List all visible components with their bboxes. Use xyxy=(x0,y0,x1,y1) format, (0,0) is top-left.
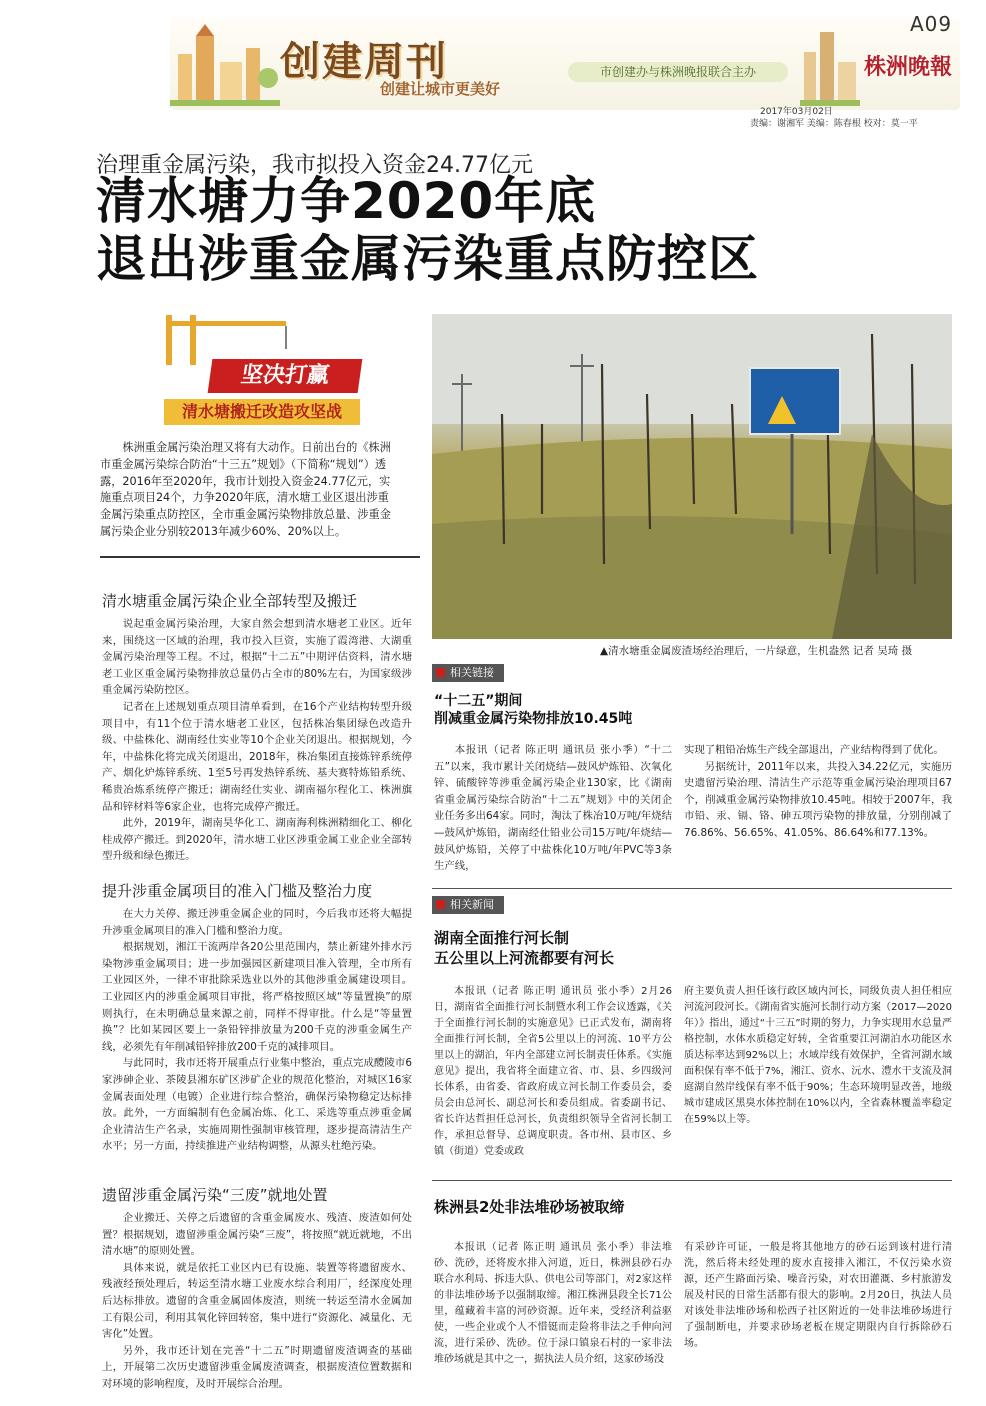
section-title-3: 遗留涉重金属污染“三废”就地处置 xyxy=(102,1186,328,1204)
news2-col-2: 有采砂许可证，一般是将其他地方的砂石运到该村进行清洗，然后将未经处理的废水直接排入湘江，不仅污染水资源，还产生路面污染、噪音污染，对农田灌溉、乡村旅游发展及村民的日常生活都有很大的影响。2月20日，执法人员对该处非法堆砂场和松西子社区附近的一处非法堆砂场进行了强制断电，并要求砂场老板在规定期限内自行拆除砂石场。 xyxy=(684,1242,952,1349)
page-number: A09 xyxy=(910,12,953,36)
co-host-ribbon: 市创建办与株洲晚报联合主办 xyxy=(568,62,788,82)
column-title: 创建周刊 xyxy=(280,39,448,85)
news-photo-green-field xyxy=(432,314,952,639)
section-2-paragraph: 与此同时，我市还将开展重点行业集中整治，重点完成醴陵市6家涉砷企业、茶陵县湘东矿区涉矿企业的规范化整治，对城区16家金属表面处理（电镀）企业进行综合整治，确保污染物稳定达标排放。此外，一方面编制有色金属冶炼、化工、采选等重点涉重金属企业清洁生产名录，实施周期性强制审核管理，逐步提高清洁生产水平；另一方面，持续推进产业结构调整，从源头杜绝污染。 xyxy=(102,1057,412,1153)
related-news-headline xyxy=(434,928,614,968)
related-link-headline xyxy=(434,692,632,728)
section-title-1: 清水塘重金属污染企业全部转型及搬迁 xyxy=(102,592,358,610)
section-3-paragraph: 另外，我市还计划在完善“十二五”时期遗留废渣调查的基础上，开展第二次历史遗留涉重金属废渣调查，根据废渣位置数据和对环境的影响程度，及时开展综合治理。 xyxy=(102,1344,412,1390)
lead-paragraph: 株洲重金属污染治理又将有大动作。日前出台的《株洲市重金属污染综合防治“十三五”规划》（下简称“规划”）透露，2016年至2020年，我市计划投入资金24.77亿元，实施重点项目24个，力争2020年底，清水塘工业区退出涉重金属污染重点防控区，全市重金属污染物排放总量、涉重金属污染企业分别较2013年减少60%、20%以上。 xyxy=(100,441,391,538)
related-news-col-1: 本报讯（记者 陈正明 通讯员 张小季）2月26日，湖南省全面推行河长制暨水利工作会议透露，《关于全面推行河长制的实施意见》已正式发布，湖南将全面推行河长制，全省5公里以上的河流、10平方公里以上的湖泊，年内全部建立河长制责任体系。《实施意见》提出，我省将全面建立省、市、县、乡四级河长体系，由省委、省政府成立河长制工作委员会，委员会由总河长、副总河长和委员组成。省委副书记、省长许达哲担任总河长，负责组织领导全省河长制工作，承担总督导、总调度职责。各市州、县市区、乡镇（街道）党委或政 xyxy=(434,986,672,1157)
campaign-badge xyxy=(160,315,360,435)
section-2-paragraph: 在大力关停、搬迁涉重金属企业的同时，今后我市还将大幅提升涉重金属项目的准入门槛和整治力度。 xyxy=(102,908,412,937)
related-news-head-line-1: 湖南全面推行河长制 xyxy=(434,929,570,947)
news2-headline: 株洲县2处非法堆砂场被取缔 xyxy=(434,1198,625,1216)
related-link-head-line-1: “十二五”期间 xyxy=(434,693,523,709)
section-1-paragraph: 说起重金属污染治理，大家自然会想到清水塘老工业区。近年来，围绕这一区域的治理，我市投入巨资，实施了霞湾港、大湖重金属污染治理等工程。不过，根据“十二五”中期评估资料，清水塘老工业区重金属污染物排放总量仍占全市的80%左右，为国家级涉重金属污染防控区。 xyxy=(102,618,412,697)
section-separator xyxy=(432,1180,952,1181)
field-with-trees-illustration xyxy=(432,314,952,639)
section-3-paragraph: 具体来说，就是依托工业区内已有设施、装置等将遗留废水、残液经预处理后，转运至清水塘工业废水综合利用厂，经深度处理后达标排放。遗留的含重金属固体废渣，则统一转运至清水金属加工有限公司，利用其氧化锌回转窑，集中进行“资源化、减量化、无害化”处置。 xyxy=(102,1261,412,1341)
section-body-3 xyxy=(102,1210,412,1393)
section-body-1 xyxy=(102,616,412,865)
section-1-paragraph: 记者在上述规划重点项目清单看到，在16个产业结构转型升级项目中，有11个位于清水塘老工业区，包括株冶集团绿色改造升级、中盐株化、湖南经仕实业等10个企业关闭退出。根据规划，今年，中盐株化将完成关闭退出，2018年，株冶集团直接炼锌系统停产、烟化炉炼锌系统、1至5号再发热锌系统、基夫赛特炼铅系统、稀贵冶炼系统停产搬迁；湖南经仕实业、湖南福尔程化工、株洲旗品和锌材料等6家企业，也将完成停产搬迁。 xyxy=(102,700,412,813)
column-slogan: 创建让城市更美好 xyxy=(380,80,501,98)
related-link-col-2 xyxy=(684,742,952,842)
headline-line-2: 退出涉重金属污染重点防控区 xyxy=(96,230,759,288)
related-news-tag: 相关新闻 xyxy=(432,896,504,914)
section-separator xyxy=(432,888,952,889)
news2-col-1: 本报讯（记者 陈正明 通讯员 张小季）非法堆砂、洗砂，还将废水排入河道，近日，株洲县砂石办联合水利局、拆违大队、供电公司等部门，对2家这样的非法堆砂场予以强制取缔。湘江株洲县段全长71公里，蕴藏着丰富的河砂资源。近年来，受经济利益驱使，一些企业或个人不惜铤而走险将非法之手伸向河流，进行采砂、洗砂。位于渌口镇泉石村的一家非法堆砂场就是其中之一，据执法人员介绍，这家砂场没 xyxy=(434,1242,672,1365)
issue-date: 2017年03月02日 xyxy=(760,107,833,117)
headline-kicker: 治理重金属污染，我市拟投入资金24.77亿元 xyxy=(96,153,533,178)
city-skyline-illustration-left xyxy=(170,24,280,106)
section-3-paragraph: 企业搬迁、关停之后遗留的含重金属废水、残渣、废渣如何处置？根据规划，遗留涉重金属污染“三废”，将按照“就近就地，不出清水塘”的原则处置。 xyxy=(102,1212,412,1258)
related-link-paragraph: 另据统计，2011年以来，共投入34.22亿元，实施历史遗留污染治理、清洁生产示范等重金属污染治理项目67个，削减重金属污染物排放10.45吨。相较于2007年，我市铅、汞、镉、铬、砷五项污染物的排放量，分别削减了76.86%、56.65%、41.05%、86.64%和77.13%。 xyxy=(684,760,952,839)
related-link-col-1: 本报讯（记者 陈正明 通讯员 张小季）“十二五”以来，我市累计关闭烧结—鼓风炉炼铅、次氧化锌、硫酸锌等涉重金属污染企业130家，比《湖南省重金属污染综合防治“十二五”规划》中的关闭企业任务多出64家。同时，淘汰了株冶10万吨/年烧结—鼓风炉炼铅，湖南经仕铅业公司15万吨/年烧结—鼓风炉炼铅，关停了中盐株化10万吨/年PVC等3条生产线， xyxy=(434,744,672,873)
related-link-head-line-2: 削减重金属污染物排放10.45吨 xyxy=(434,711,633,727)
badge-sub-text: 清水塘搬迁改造攻坚战 xyxy=(164,399,360,425)
tower-crane-icon xyxy=(160,315,360,365)
related-link-paragraph: 实现了粗铅冶炼生产线全部退出，产业结构得到了优化。 xyxy=(684,744,944,756)
photo-caption: ▲清水塘重金属废渣场经治理后，一片绿意，生机盎然 记者 吴琦 摄 xyxy=(600,645,913,657)
main-headline xyxy=(96,172,759,288)
lead-divider xyxy=(100,556,420,558)
city-skyline-illustration-right xyxy=(800,22,860,106)
section-2-paragraph: 根据规划，湘江干流两岸各20公里范围内，禁止新建外排水污染物涉重金属项目；进一步加强园区新建项目准入管理，全市所有工业园区外，一律不审批除采选业以外的其他涉重金属建设项目。工业园区内的涉重金属项目审批，将严格按照区域“等量置换”的原则执行，在未明确总量来源之前，同样不得审批。什么是“等量置换”？比如某园区要上一条铅锌排放量为200千克的涉重金属生产线，必须先有年削减铅锌排放200千克的减排项目。 xyxy=(102,941,412,1053)
headline-line-1: 清水塘力争2020年底 xyxy=(96,172,597,230)
staff-credits: 责编：谢湘军 美编：陈春根 校对：莫一平 xyxy=(750,119,918,129)
related-news-col-2: 府主要负责人担任该行政区域内河长，同级负责人担任相应河流河段河长。《湖南省实施河长制行动方案（2017—2020年）》指出，通过“十三五”时期的努力，力争实现用水总量严格控制，水体水质稳定好转，全省重要江河湖泊水功能区水质达标率达到92%以上；水域岸线有效保护，全省河湖水域面积保有率不低于7%，湘江、资水、沅水、澧水干支流及洞庭湖自然岸线保有率不低于90%；生态环境明显改善，地级城市建成区黑臭水体控制在10%以内，全省森林覆盖率稳定在59%以上等。 xyxy=(684,986,952,1125)
paper-logo: 株洲晚報 xyxy=(864,54,953,80)
section-body-2 xyxy=(102,906,412,1155)
related-link-tag: 相关链接 xyxy=(432,664,504,682)
masthead xyxy=(170,18,960,110)
related-news-head-line-2: 五公里以上河流都要有河长 xyxy=(434,949,615,967)
section-title-2: 提升涉重金属项目的准入门槛及整治力度 xyxy=(102,882,373,900)
section-1-paragraph: 此外，2019年，湖南昊华化工、湖南海利株洲精细化工、柳化桂成停产搬迁。到2020年，清水塘工业区涉重金属工业企业全部转型升级和绿色搬迁。 xyxy=(102,817,412,863)
badge-main-text: 坚决打赢 xyxy=(208,359,363,393)
